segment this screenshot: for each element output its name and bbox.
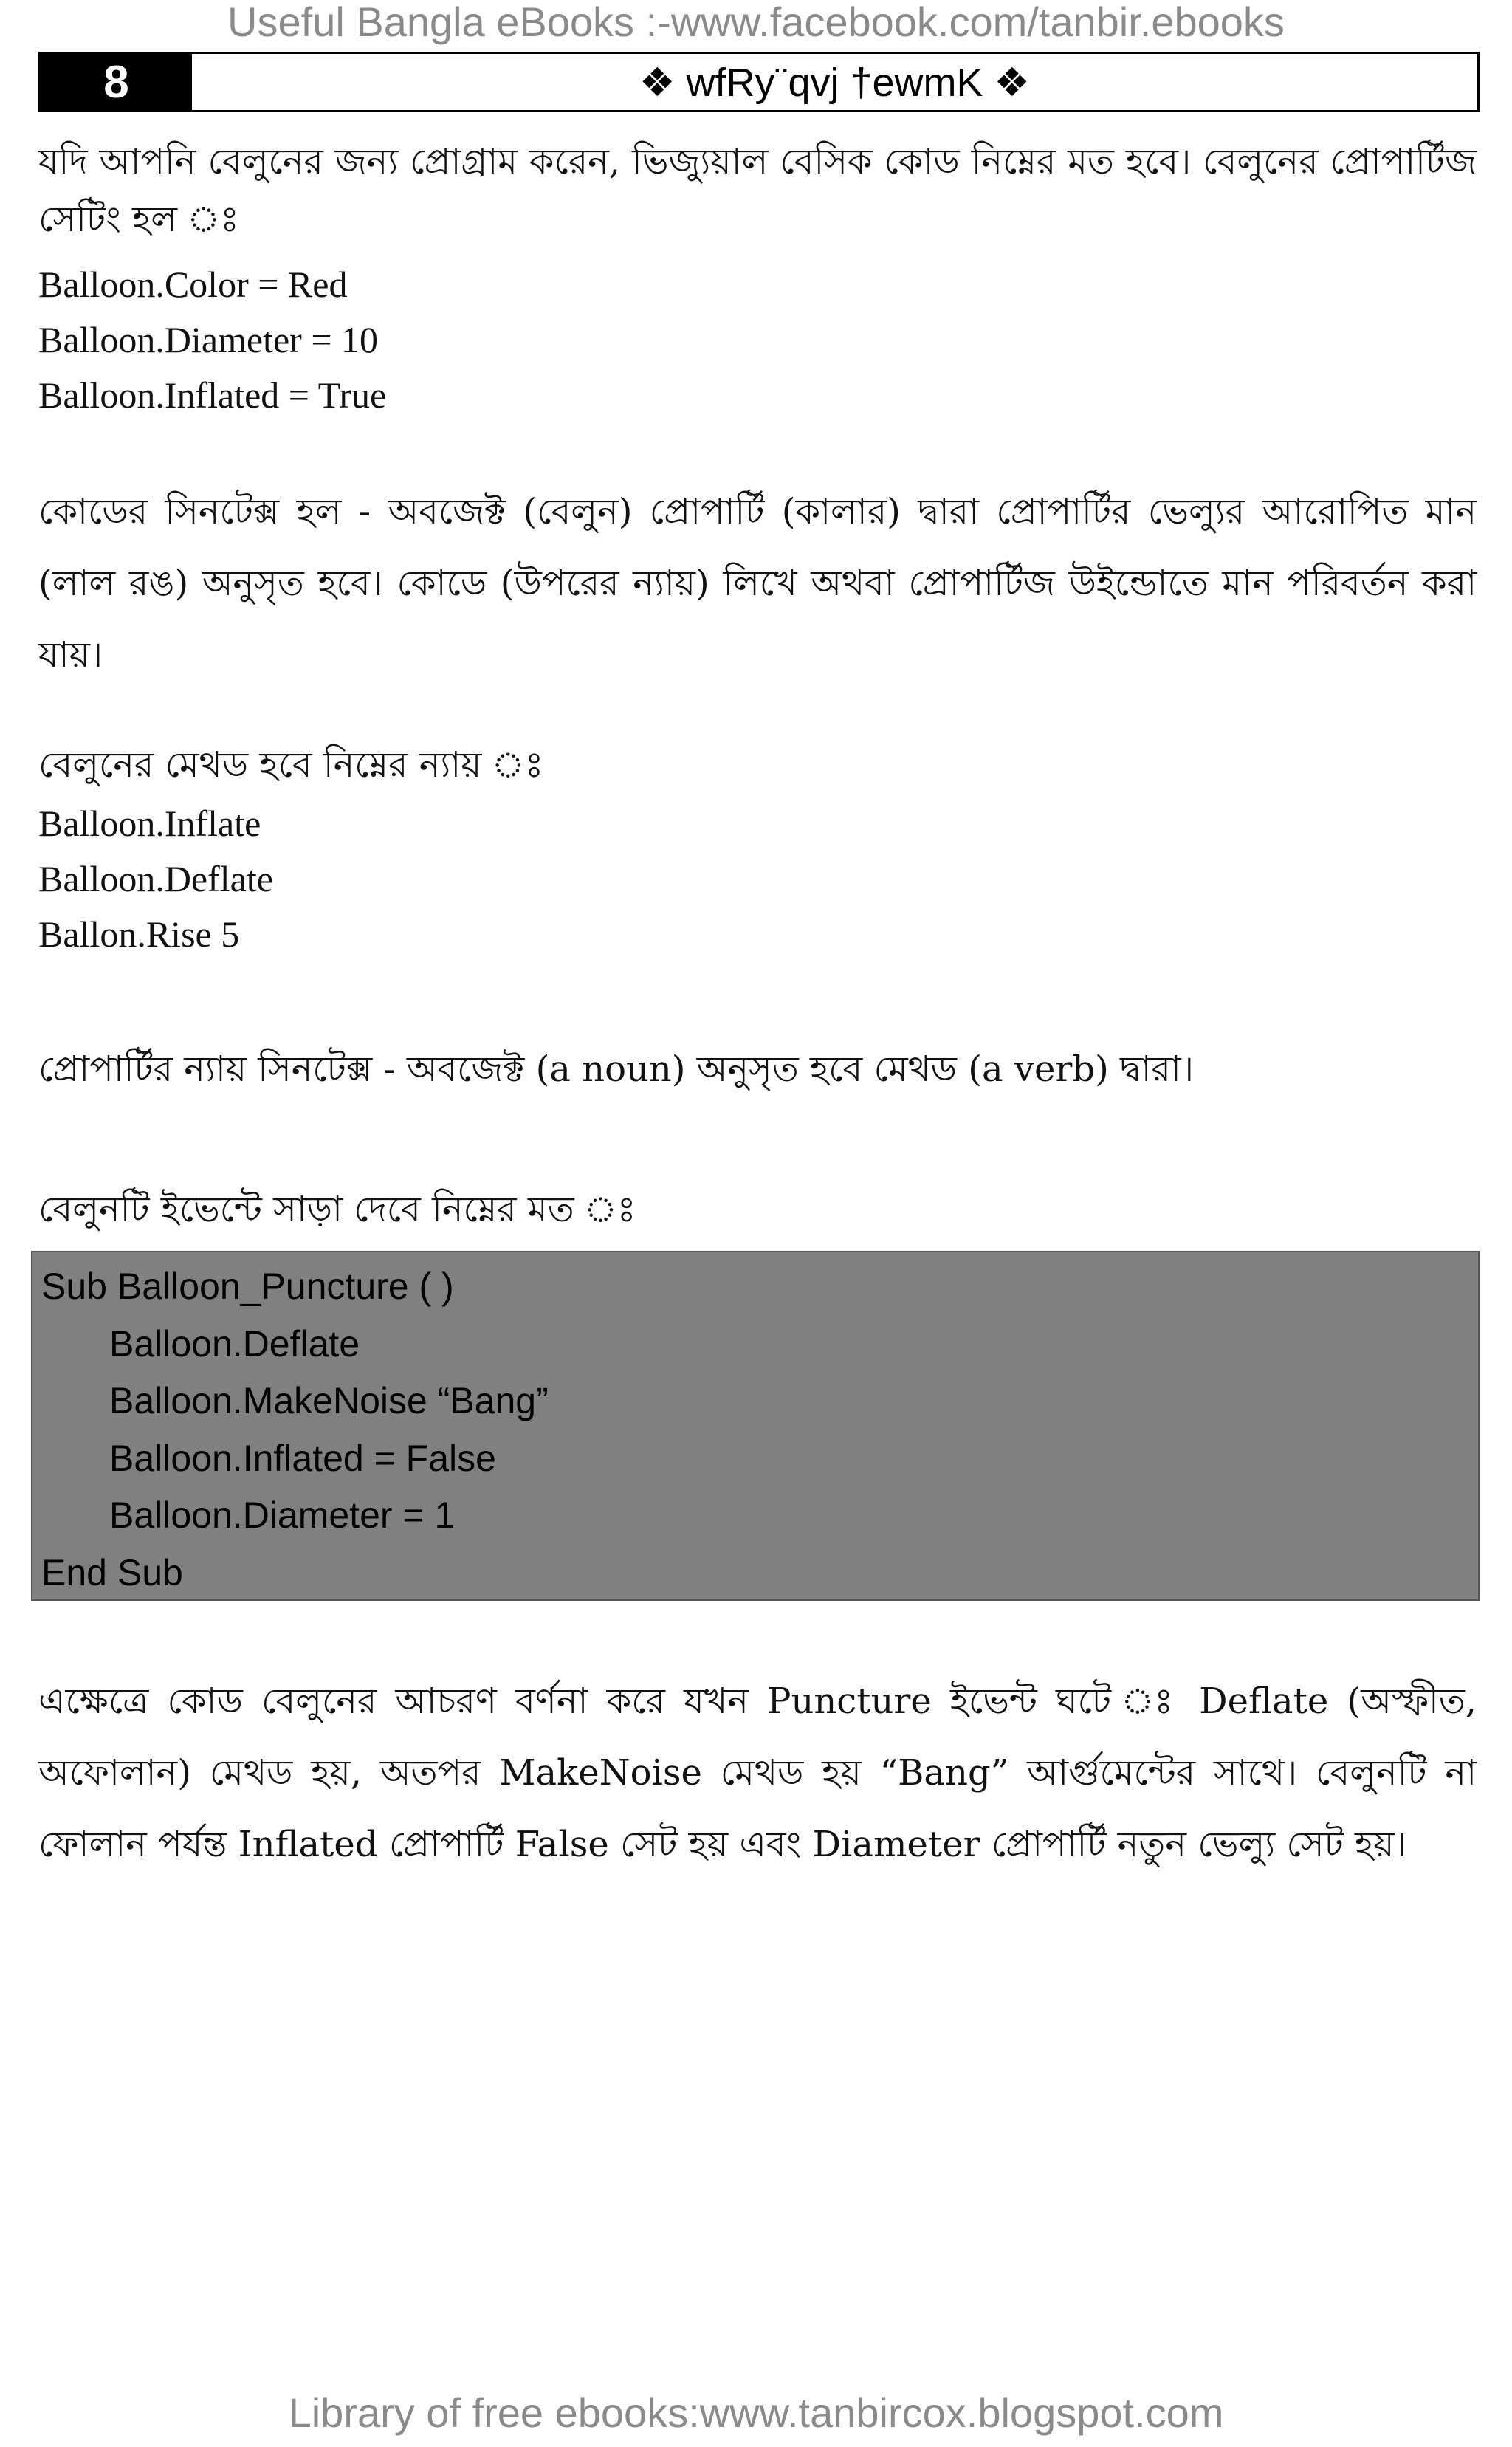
method-code-block — [38, 796, 1477, 962]
code-line-inflate: Balloon.Inflate — [38, 803, 261, 844]
page-number: 8 — [41, 54, 192, 110]
properties-code-block — [38, 257, 1477, 423]
explanation-paragraph: এক্ষেত্রে কোড বেলুনের আচরণ বর্ণনা করে যখন Puncture ইভেন্ট ঘটে ঃ Deflate (অস্ফীত, অফোলান) মেথড হয়, অতপর MakeNoise মেথড হয় “Bang” আর্গুমেন্টের সাথে। বেলুনটি না ফোলান পর্যন্ত Inflated প্রোপার্টি False সেট হয় এবং Diameter প্রোপার্টি নতুন ভেল্যু সেট হয়। — [38, 1681, 1477, 1865]
event-heading-block — [38, 1174, 1477, 1246]
page-header — [38, 52, 1480, 112]
method-syntax-block — [38, 1034, 1477, 1105]
event-code-line: Balloon.Inflated = False — [109, 1437, 496, 1479]
method-syntax-paragraph: প্রোপার্টির ন্যায় সিনটেক্স - অবজেক্ট (a noun) অনুসৃত হবে মেথড (a verb) দ্বারা। — [38, 1049, 1194, 1090]
intro-paragraph: যদি আপনি বেলুনের জন্য প্রোগ্রাম করেন, ভিজ্যুয়াল বেসিক কোড নিম্নের মত হবে। বেলুনের প্রোপার্টিজ সেটিং হল ঃ — [38, 141, 1477, 240]
syntax-paragraph: কোডের সিনটেক্স হল - অবজেক্ট (বেলুন) প্রোপার্টি (কালার) দ্বারা প্রোপার্টির ভেল্যুর আরোপিত মান (লাল রঙ) অনুসৃত হবে। কোডে (উপরের ন্যায়) লিখে অথবা প্রোপার্টিজ উইন্ডোতে মান পরিবর্তন করা যায়। — [38, 491, 1477, 676]
explanation-paragraph-block — [38, 1666, 1477, 1881]
bottom-watermark: Library of free ebooks:www.tanbircox.blogspot.com — [288, 2389, 1224, 2436]
code-line-deflate: Balloon.Deflate — [38, 858, 273, 899]
event-code-line: End Sub — [41, 1551, 183, 1593]
book-title: ❖ wfRy¨qvj †ewmK ❖ — [639, 60, 1030, 105]
code-line-diameter: Balloon.Diameter = 10 — [38, 319, 379, 360]
event-code-line: Balloon.MakeNoise “Bang” — [109, 1380, 549, 1421]
method-heading: বেলুনের মেথড হবে নিম্নের ন্যায় ঃ — [38, 744, 544, 786]
code-line-color: Balloon.Color = Red — [38, 264, 348, 305]
event-code-box — [31, 1251, 1480, 1601]
method-heading-block — [38, 730, 1477, 801]
event-heading: বেলুনটি ইভেন্টে সাড়া দেবে নিম্নের মত ঃ — [38, 1189, 636, 1230]
syntax-paragraph-block — [38, 476, 1477, 691]
event-code-line: Balloon.Diameter = 1 — [109, 1494, 456, 1536]
code-line-inflated: Balloon.Inflated = True — [38, 374, 387, 416]
event-code-line: Balloon.Deflate — [109, 1322, 360, 1365]
event-code-line: Sub Balloon_Puncture ( ) — [41, 1266, 454, 1307]
code-line-rise: Ballon.Rise 5 — [38, 913, 240, 955]
intro-paragraph-block — [38, 133, 1477, 248]
top-watermark: Useful Bangla eBooks :-www.facebook.com/tanbir.ebooks — [227, 0, 1285, 45]
